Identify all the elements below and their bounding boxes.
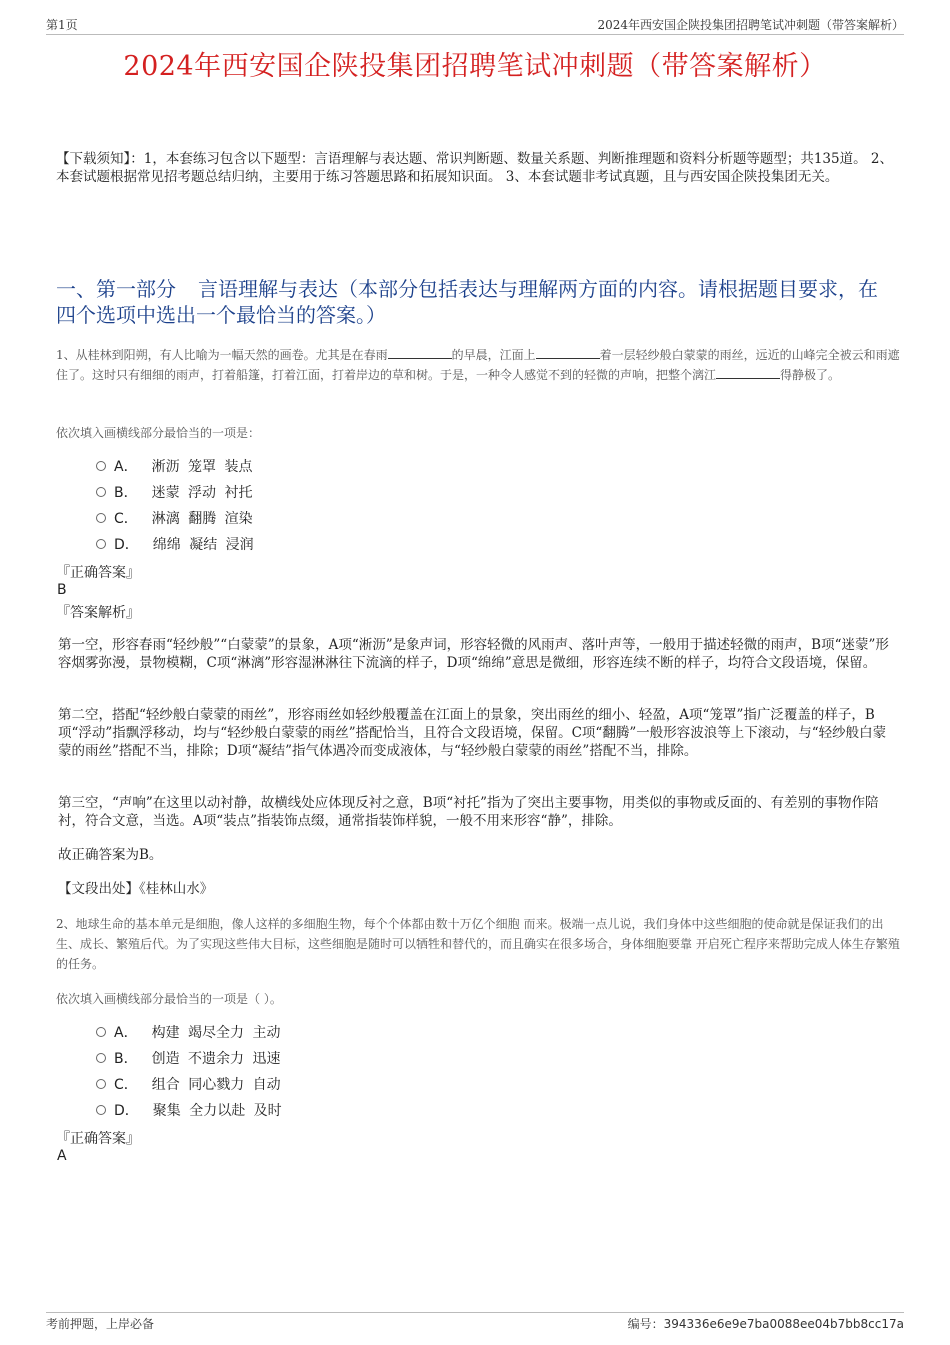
radio-icon[interactable] <box>96 1079 106 1089</box>
correct-answer-label: 『正确答案』 <box>56 565 140 581</box>
answer-blank <box>716 366 780 379</box>
footer-slogan: 考前押题，上岸必备 <box>46 1317 155 1331</box>
question-2-option-a[interactable]: A． 构建 竭尽全力 主动 <box>96 1022 280 1042</box>
correct-answer-value: B <box>57 582 67 598</box>
radio-icon[interactable] <box>96 461 106 471</box>
section-number: 一、第一部分 <box>56 277 176 301</box>
question-1-stem: 1、从桂林到阳朔，有人比喻为一幅天然的画卷。尤其是在春雨 的早晨，江面上 着一层轻纱般白蒙蒙的雨丝，远近的山峰完全被云和雨遮住了。这时只有细细的雨声，打着船篷，打着江面，打着岸边的草和树。于是，一种令人感觉不到的轻微的声响，把整个漓江 得静极了。 <box>56 348 900 382</box>
radio-icon[interactable] <box>96 1053 106 1063</box>
section-description: 言语理解与表达（本部分包括表达与理解两方面的内容。请根据题目要求，在四个选项中选出一个最恰当的答案。） <box>56 277 878 327</box>
question-2-option-b[interactable]: B． 创造 不遗余力 迅速 <box>96 1048 281 1068</box>
analysis-label: 『答案解析』 <box>56 605 140 621</box>
question-1-option-b[interactable]: B． 迷蒙 浮动 衬托 <box>96 482 253 502</box>
analysis-paragraph: 第三空，“声响”在这里以动衬静，故横线处应体现反衬之意，B项“衬托”指为了突出主要事物，用类似的事物或反面的、有差别的事物作陪衬，符合文意，当选。A项“装点”指装饰点缀，通常指装饰样貌，一般不用来形容“静”，排除。 <box>58 795 879 829</box>
radio-icon[interactable] <box>96 1027 106 1037</box>
correct-answer-label: 『正确答案』 <box>56 1131 140 1147</box>
radio-icon[interactable] <box>96 513 106 523</box>
question-1-option-d[interactable]: D． 绵绵 凝结 浸润 <box>96 534 254 554</box>
document-code: 编号：394336e6e9e7ba0088ee04b7bb8cc17a <box>627 1317 904 1331</box>
analysis-paragraph: 第二空，搭配“轻纱般白蒙蒙的雨丝”，形容雨丝如轻纱般覆盖在江面上的景象，突出雨丝的细小、轻盈，A项“笼罩”指广泛覆盖的样子，B项“浮动”指飘浮移动，均与“轻纱般白蒙蒙的雨丝”搭配恰当，且符合文段语境，保留。C项“翻腾”一般形容波浪等上下滚动，与“轻纱般白蒙蒙的雨丝”搭配不当，排除；D项“凝结”指气体遇冷而变成液体，与“轻纱般白蒙蒙的雨丝”搭配不当，排除。 <box>58 707 887 759</box>
question-2-option-d[interactable]: D． 聚集 全力以赴 及时 <box>96 1100 282 1120</box>
page-header <box>46 16 904 35</box>
question-2-prompt: 依次填入画横线部分最恰当的一项是（ ）。 <box>56 992 282 1006</box>
page-number: 第1页 <box>46 18 78 32</box>
analysis-conclusion: 故正确答案为B。 <box>58 847 163 863</box>
document-title: 2024年西安国企陕投集团招聘笔试冲刺题（带答案解析） <box>123 51 827 82</box>
source-citation: 【文段出处】《桂林山水》 <box>58 881 214 897</box>
section-heading <box>56 276 894 328</box>
radio-icon[interactable] <box>96 539 106 549</box>
question-1-option-a[interactable]: A． 淅沥 笼罩 装点 <box>96 456 252 476</box>
correct-answer-value: A <box>57 1148 67 1164</box>
radio-icon[interactable] <box>96 487 106 497</box>
answer-blank <box>388 346 452 359</box>
question-1-prompt: 依次填入画横线部分最恰当的一项是： <box>56 426 261 440</box>
question-1-option-c[interactable]: C． 淋漓 翻腾 渲染 <box>96 508 253 528</box>
question-2-option-c[interactable]: C． 组合 同心戮力 自动 <box>96 1074 281 1094</box>
header-doc-title: 2024年西安国企陕投集团招聘笔试冲刺题（带答案解析） <box>597 18 904 32</box>
question-2-stem: 2、地球生命的基本单元是细胞，像人这样的多细胞生物，每个个体都由数十万亿个细胞 而来。极端一点儿说，我们身体中这些细胞的使命就是保证我们的出生、成长、繁殖后代。为了实现这些伟大目标，这些细胞是随时可以牺牲和替代的，而且确实在很多场合，身体细胞要靠 开启死亡程序来帮助完成人体生存繁殖的任务。 <box>56 917 900 971</box>
answer-blank <box>536 346 600 359</box>
download-notice: 【下载须知】：1，本套练习包含以下题型：言语理解与表达题、常识判断题、数量关系题、判断推理题和资料分析题等题型；共135道。 2、本套试题根据常见招考题总结归纳，主要用于练习答题思路和拓展知识面。 3、本套试题非考试真题，且与西安国企陕投集团无关。 <box>56 151 893 185</box>
analysis-paragraph: 第一空，形容春雨“轻纱般”“白蒙蒙”的景象，A项“淅沥”是象声词，形容轻微的风雨声、落叶声等，一般用于描述轻微的雨声，B项“迷蒙”形容烟雾弥漫，景物模糊，C项“淋漓”形容湿淋淋往下流滴的样子，D项“绵绵”意思是微细，形容连续不断的样子，均符合文段语境，保留。 <box>58 637 889 671</box>
radio-icon[interactable] <box>96 1105 106 1115</box>
page-footer <box>46 1312 904 1333</box>
